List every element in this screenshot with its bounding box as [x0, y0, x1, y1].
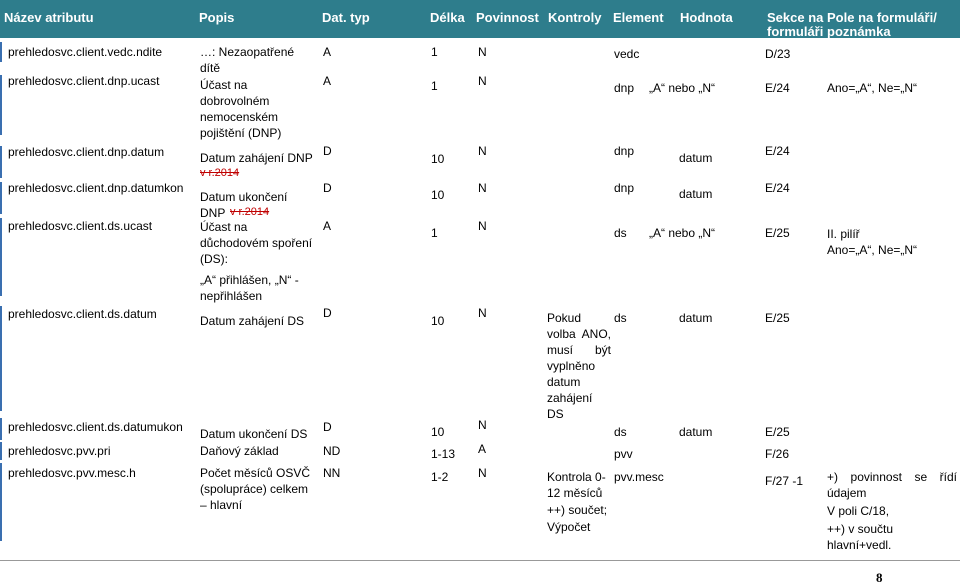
- value: datum: [679, 311, 713, 325]
- required: N: [478, 418, 487, 432]
- length: 1-2: [431, 470, 449, 484]
- data-type: D: [323, 144, 332, 158]
- validation-check: Pokud volba ANO, musí být vyplněno datum zahájení DS: [547, 311, 611, 421]
- data-type: NN: [323, 466, 341, 480]
- form-section: E/25: [765, 311, 790, 325]
- length: 1: [431, 45, 438, 59]
- attribute-description: Účast na důchodovém spoření (DS):: [200, 220, 313, 266]
- field-note: +) povinnost se řídí údajem: [827, 470, 957, 500]
- field-note-reference: V poli C/18,: [827, 504, 890, 518]
- form-section: E/24: [765, 81, 790, 95]
- validation-formula: ++) součet; Výpočet: [547, 503, 608, 534]
- header-data-type: Dat. typ: [322, 10, 370, 25]
- header-section: Sekce na: [767, 10, 824, 25]
- attribute-name: prehledosvc.client.vedc.ndite: [8, 45, 163, 59]
- page-number: 8: [876, 570, 883, 585]
- form-section: F/26: [765, 447, 790, 461]
- data-type: A: [323, 45, 332, 59]
- validation-check: Kontrola 0-12 měsíců: [547, 470, 606, 500]
- element: dnp: [614, 181, 635, 195]
- row-marker: [0, 306, 2, 411]
- header-element: Element: [613, 10, 664, 25]
- form-section: E/25: [765, 425, 790, 439]
- attribute-name: prehledosvc.pvv.pri: [8, 444, 111, 458]
- required: N: [478, 219, 487, 233]
- element: pvv.mesc: [614, 470, 664, 484]
- data-type: D: [323, 420, 332, 434]
- attribute-description: …: Nezaopatřené dítě: [200, 45, 295, 75]
- strikethrough-note: v r.2014: [200, 167, 240, 179]
- element: ds: [614, 311, 627, 325]
- row-marker: [0, 442, 2, 460]
- row-marker: [0, 463, 2, 541]
- form-section: E/24: [765, 144, 790, 158]
- value: „A“ nebo „N“: [649, 226, 716, 240]
- value: „A“ nebo „N“: [649, 81, 716, 95]
- attribute-name: prehledosvc.pvv.mesc.h: [8, 466, 136, 480]
- element: pvv: [614, 447, 633, 461]
- element: dnp: [614, 144, 635, 158]
- field-note-sum: ++) v součtu hlavní+vedl.: [827, 522, 894, 552]
- element: vedc: [614, 47, 640, 61]
- attribute-name: prehledosvc.client.dnp.datum: [8, 145, 165, 159]
- form-section: F/27 -1: [765, 474, 804, 488]
- attribute-description: Datum zahájení DNP: [200, 151, 313, 165]
- data-type: D: [323, 181, 332, 195]
- header-description: Popis: [199, 10, 235, 25]
- form-section: E/24: [765, 181, 790, 195]
- field-note-values: Ano=„A“, Ne=„N“: [827, 243, 918, 257]
- bottom-rule: [0, 560, 960, 561]
- field-note: II. pilíř: [827, 227, 860, 241]
- row-marker: [0, 42, 2, 62]
- length: 10: [431, 314, 445, 328]
- length: 1-13: [431, 447, 456, 461]
- data-type: D: [323, 306, 332, 320]
- element: ds: [614, 226, 627, 240]
- attribute-description: Účast na dobrovolném nemocenském pojištění (DNP): [200, 78, 282, 140]
- attribute-description: Daňový základ: [200, 444, 279, 458]
- required: N: [478, 181, 487, 195]
- element: ds: [614, 425, 627, 439]
- required: N: [478, 466, 487, 480]
- value: datum: [679, 425, 713, 439]
- length: 10: [431, 188, 445, 202]
- required: N: [478, 74, 487, 88]
- length: 10: [431, 425, 445, 439]
- form-section: E/25: [765, 226, 790, 240]
- required: N: [478, 306, 487, 320]
- header-length: Délka: [430, 10, 465, 25]
- strikethrough-note: v r.2014: [230, 206, 270, 218]
- attribute-description-values: „A“ přihlášen, „N“ - nepřihlášen: [200, 273, 299, 303]
- attribute-description: Počet měsíců OSVČ (spolupráce) celkem – hlavní: [200, 466, 311, 512]
- attribute-description: Datum ukončení DS: [200, 427, 308, 441]
- form-section: D/23: [765, 47, 791, 61]
- header-field-note-line2: poznámka: [827, 24, 891, 39]
- required: A: [478, 442, 487, 456]
- value: datum: [679, 187, 713, 201]
- row-marker: [0, 146, 2, 178]
- attribute-name: prehledosvc.client.ds.ucast: [8, 219, 153, 233]
- value: datum: [679, 151, 713, 165]
- field-note: Ano=„A“, Ne=„N“: [827, 81, 918, 95]
- header-required: Povinnost: [476, 10, 539, 25]
- header-attribute-name: Název atributu: [4, 10, 94, 25]
- required: N: [478, 144, 487, 158]
- attribute-name: prehledosvc.client.ds.datum: [8, 307, 157, 321]
- length: 1: [431, 226, 438, 240]
- data-type: ND: [323, 444, 341, 458]
- attribute-name: prehledosvc.client.dnp.datumkon: [8, 181, 184, 195]
- length: 10: [431, 152, 445, 166]
- data-type: A: [323, 74, 332, 88]
- header-value: Hodnota: [680, 10, 733, 25]
- data-type: A: [323, 219, 332, 233]
- header-section-line2: formuláři: [767, 24, 824, 39]
- row-marker: [0, 75, 2, 135]
- attribute-name: prehledosvc.client.dnp.ucast: [8, 74, 160, 88]
- required: N: [478, 45, 487, 59]
- attribute-name: prehledosvc.client.ds.datumukon: [8, 420, 183, 434]
- row-marker: [0, 218, 2, 296]
- row-marker: [0, 182, 2, 214]
- attribute-description: Datum ukončení DNP: [200, 190, 288, 220]
- element: dnp: [614, 81, 635, 95]
- length: 1: [431, 79, 438, 93]
- table-header: [0, 0, 960, 38]
- row-marker: [0, 418, 2, 440]
- header-checks: Kontroly: [548, 10, 602, 25]
- attribute-description: Datum zahájení DS: [200, 314, 305, 328]
- header-field-note: Pole na formuláři/: [827, 10, 937, 25]
